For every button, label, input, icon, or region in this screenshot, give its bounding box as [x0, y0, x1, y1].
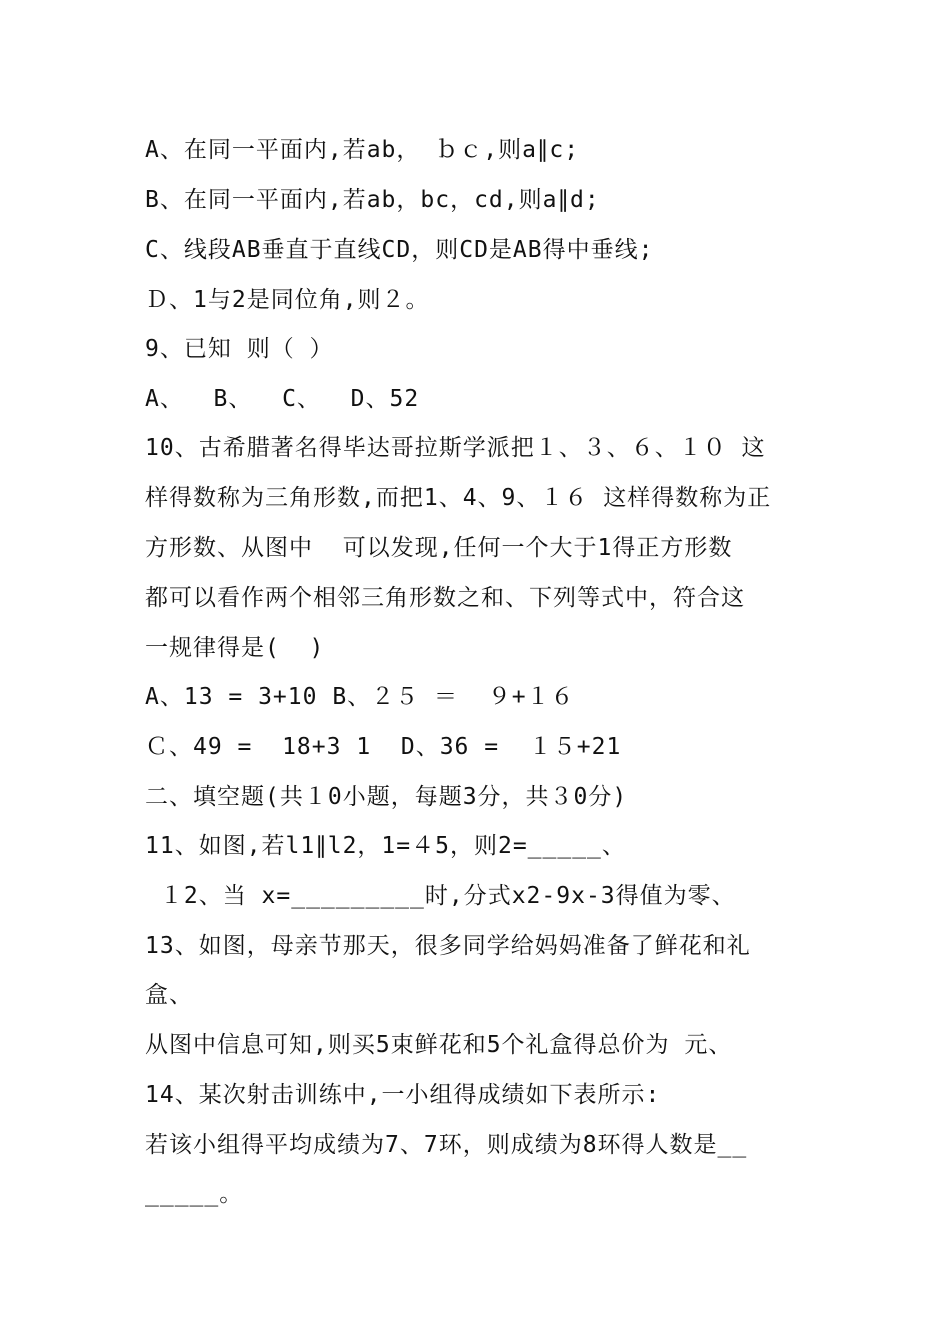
question-11: 11、如图,若l1∥l2，1=４5，则2=_____、 — [145, 833, 626, 859]
question-13-line-1: 13、如图，母亲节那天，很多同学给妈妈准备了鲜花和礼 — [145, 933, 751, 959]
question-14-line-3: _____。 — [145, 1181, 244, 1207]
text-line-option-d: Ｄ、1与2是同位角,则２。 — [145, 287, 430, 313]
question-10-options-cd: Ｃ、49 = 18+3 1 D、36 = １５+21 — [145, 734, 622, 760]
question-10-line-3: 方形数、从图中 可以发现,任何一个大于1得正方形数 — [145, 535, 733, 561]
question-10-line-4: 都可以看作两个相邻三角形数之和、下列等式中，符合这 — [145, 585, 745, 611]
text-line-option-b: B、在同一平面内,若ab，bc，cd,则a∥d; — [145, 187, 600, 213]
question-13-line-3: 从图中信息可知,则买5束鲜花和5个礼盒得总价为 元、 — [145, 1032, 733, 1058]
question-13-line-2: 盒、 — [145, 982, 193, 1008]
question-10-line-1: 10、古希腊著名得毕达哥拉斯学派把１、３、６、１０ 这 — [145, 435, 766, 461]
question-14-line-1: 14、某次射击训练中,一小组得成绩如下表所示: — [145, 1082, 661, 1108]
section-heading-fill-blank: 二、填空题(共１0小题，每题3分，共３0分) — [145, 784, 628, 810]
question-12: １2、当 x=_________时,分式x2-9x-3得值为零、 — [145, 883, 736, 909]
question-10-options-ab: A、13 = 3+10 B、２５ ＝ ９+１６ — [145, 684, 575, 710]
question-10-line-5: 一规律得是( ) — [145, 635, 325, 661]
question-9: 9、已知 则（ ） — [145, 336, 334, 362]
question-9-options: A、 B、 C、 D、52 — [145, 386, 420, 412]
text-line-option-c: C、线段AB垂直于直线CD，则CD是AB得中垂线; — [145, 237, 654, 263]
question-14-line-2: 若该小组得平均成绩为7、7环，则成绩为8环得人数是__ — [145, 1132, 748, 1158]
question-10-line-2: 样得数称为三角形数,而把1、4、9、１６ 这样得数称为正 — [145, 485, 772, 511]
text-line-option-a: A、在同一平面内,若ab， ｂｃ,则a∥c; — [145, 137, 580, 163]
